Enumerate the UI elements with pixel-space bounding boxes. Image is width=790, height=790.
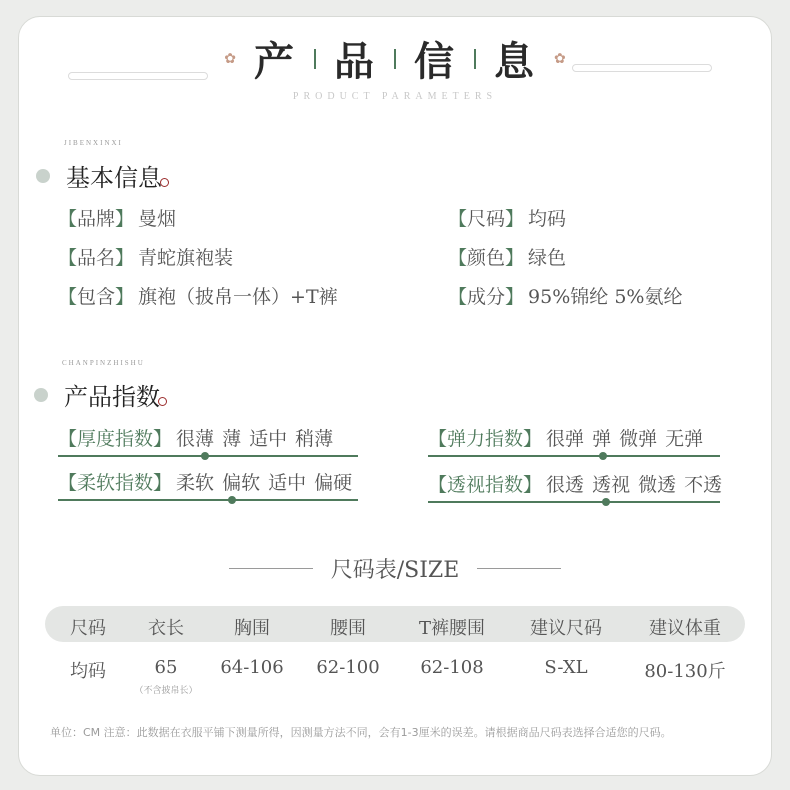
index-marker (228, 496, 236, 504)
basic-section-heading (36, 158, 169, 193)
flower-icon: ✿ (224, 50, 236, 67)
info-size: 【尺码】 均码 (448, 208, 567, 230)
table-cell: S-XL (544, 657, 588, 678)
info-value: 旗袍（披帛一体）+T裤 (138, 286, 338, 308)
info-value: 均码 (528, 208, 567, 230)
info-material: 【成分】 95%锦纶 5%氨纶 (448, 286, 683, 308)
index-softness: 【柔软指数】 柔软 偏软 适中 偏硬 (58, 468, 358, 518)
info-key: 品名 (77, 247, 116, 269)
index-label: 厚度指数 (77, 428, 154, 450)
info-name: 【品名】 青蛇旗袍装 (58, 247, 234, 269)
index-option: 很薄 (176, 428, 215, 450)
info-value: 95%锦纶 5%氨纶 (528, 286, 683, 308)
page-subtitle: PRODUCT PARAMETERS (292, 91, 498, 102)
table-cell: 65 (154, 657, 178, 678)
flower-icon: ✿ (554, 50, 566, 67)
title-divider (229, 568, 313, 569)
table-cell: 62-108 (420, 657, 484, 678)
info-brand: 【品牌】 曼烟 (58, 208, 177, 230)
index-thickness: 【厚度指数】 很薄 薄 适中 稍薄 (58, 424, 358, 474)
info-key: 尺码 (467, 208, 506, 230)
info-value: 绿色 (528, 247, 567, 269)
index-option: 偏软 (222, 472, 261, 494)
index-option: 微透 (638, 474, 677, 496)
table-header-cell: T裤腰围 (418, 618, 485, 639)
index-option: 偏硬 (314, 472, 353, 494)
info-color: 【颜色】 绿色 (448, 247, 567, 269)
index-label: 透视指数 (447, 474, 524, 496)
table-header-cell: 胸围 (234, 618, 270, 639)
info-includes: 【包含】 旗袍（披帛一体）+T裤 (58, 286, 338, 308)
index-bar (58, 499, 358, 501)
index-option: 稍薄 (295, 428, 334, 450)
table-header-cell: 衣长 (148, 618, 184, 639)
section-dot (36, 169, 50, 183)
title-char: 品 (334, 38, 376, 85)
index-marker (602, 498, 610, 506)
table-cell: 均码 (70, 661, 106, 682)
index-option: 微弹 (619, 428, 658, 450)
index-option: 适中 (268, 472, 307, 494)
index-option: 柔软 (176, 472, 215, 494)
info-key: 品牌 (77, 208, 116, 230)
index-option: 很透 (546, 474, 585, 496)
length-footnote: （不含披帛长） (134, 686, 198, 696)
table-header-cell: 建议尺码 (530, 618, 602, 639)
ring-icon (160, 178, 169, 187)
basic-pinyin: JIBENXINXI (64, 139, 123, 147)
ring-icon (158, 397, 167, 406)
index-title: 产品指数 (64, 383, 160, 411)
table-cell: 62-100 (316, 657, 380, 678)
title-separator (474, 49, 476, 69)
index-elasticity: 【弹力指数】 很弹 弹 微弹 无弹 (428, 424, 720, 474)
table-header-cell: 建议体重 (649, 618, 721, 639)
info-key: 包含 (77, 286, 116, 308)
page-title (0, 30, 790, 87)
info-key: 成分 (467, 286, 506, 308)
info-key: 颜色 (467, 247, 506, 269)
index-pinyin: CHANPINZHISHU (62, 359, 145, 367)
measurement-note: 单位：CM 注意：此数据在衣服平铺下测量所得，因测量方法不同，会有1-3厘米的误差。请根据商品尺码表选择合适您的尺码。 (50, 726, 672, 739)
index-marker (599, 452, 607, 460)
index-transparency: 【透视指数】 很透 透视 微透 不透 (428, 470, 720, 520)
table-header-cell: 腰围 (330, 618, 366, 639)
index-marker (201, 452, 209, 460)
section-dot (34, 388, 48, 402)
title-char: 信 (414, 38, 456, 85)
index-option: 无弹 (665, 428, 704, 450)
title-separator (314, 49, 316, 69)
table-cell: 80-130斤 (644, 661, 726, 682)
title-char: 产 (254, 38, 296, 85)
index-option: 很弹 (546, 428, 585, 450)
title-separator (394, 49, 396, 69)
size-title: 尺码表/SIZE (330, 558, 460, 583)
index-option: 不透 (684, 474, 723, 496)
index-option: 适中 (249, 428, 288, 450)
table-cell: 64-106 (220, 657, 284, 678)
basic-title: 基本信息 (66, 164, 162, 192)
index-bar (428, 501, 720, 503)
title-divider (477, 568, 561, 569)
size-title-row (0, 553, 790, 584)
index-section-heading (34, 377, 167, 412)
info-value: 曼烟 (138, 208, 177, 230)
index-bar (428, 455, 720, 457)
index-option: 弹 (592, 428, 612, 450)
title-char: 息 (494, 38, 536, 85)
table-header-cell: 尺码 (70, 618, 106, 639)
index-option: 薄 (222, 428, 242, 450)
info-value: 青蛇旗袍装 (138, 247, 234, 269)
index-label: 柔软指数 (77, 472, 154, 494)
index-label: 弹力指数 (447, 428, 524, 450)
page-header (0, 30, 790, 102)
index-option: 透视 (592, 474, 631, 496)
